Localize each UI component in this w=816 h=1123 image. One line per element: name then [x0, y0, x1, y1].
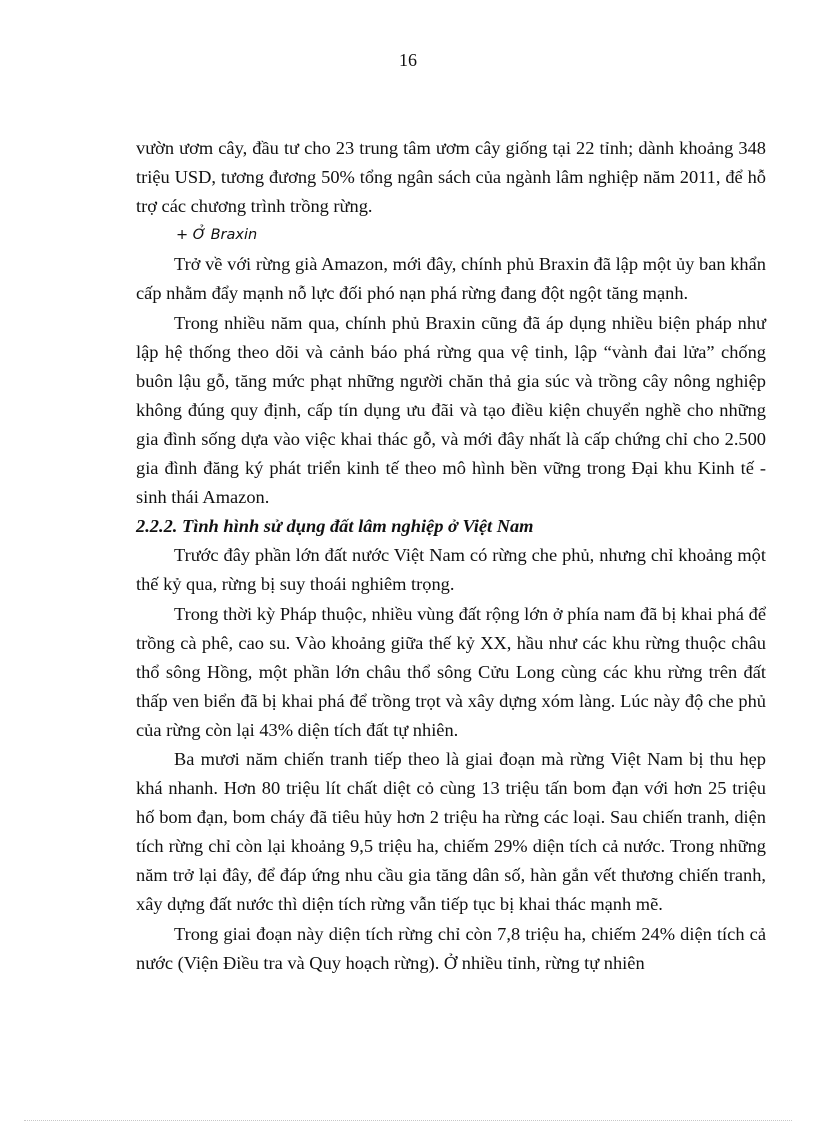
section-heading-2-2-2: 2.2.2. Tình hình sử dụng đất lâm nghiệp ở Việt Nam — [136, 516, 534, 537]
paragraph-war-period: Ba mươi năm chiến tranh tiếp theo là giai đoạn mà rừng Việt Nam bị thu hẹp khá nhanh. Hơn 80 triệu lít chất diệt cỏ cùng 13 triệu tấn bom đạn với hơn 25 triệu hố bom đạn, bom cháy đã tiêu hủy hơn 2 triệu ha rừng các loại. Sau chiến tranh, diện tích rừng chỉ còn lại khoảng 9,5 triệu ha, chiếm 29% diện tích cả nước. Trong những năm trở lại đây, để đáp ứng nhu cầu gia tăng dân số, hàn gắn vết thương chiến tranh, xây dựng đất nước thì diện tích rừng vẫn tiếp tục bị khai thác mạnh mẽ. — [136, 748, 766, 915]
paragraph-french-colonial-period: Trong thời kỳ Pháp thuộc, nhiều vùng đất rộng lớn ở phía nam đã bị khai phá để trồng cà phê, cao su. Vào khoảng giữa thế kỷ XX, hầu như các khu rừng thuộc châu thổ sông Hồng, một phần lớn châu thổ sông Cửu Long cùng các khu rừng trên đất thấp ven biển đã bị khai phá để trồng trọt và xây dựng xóm làng. Lúc này độ che phủ của rừng còn lại 43% diện tích đất tự nhiên. — [136, 603, 766, 740]
page-number: 16 — [399, 50, 417, 70]
page-bottom-divider — [24, 1120, 792, 1121]
paragraph-amazon-committee: Trở về với rừng già Amazon, mới đây, chính phủ Braxin đã lập một ủy ban khẩn cấp nhằm đẩy mạnh nỗ lực đối phó nạn phá rừng đang đột ngột tăng mạnh. — [136, 254, 766, 304]
paragraph-braxin-measures: Trong nhiều năm qua, chính phủ Braxin cũng đã áp dụng nhiều biện pháp như lập hệ thống theo dõi và cảnh báo phá rừng qua vệ tinh, lập “vành đai lửa” chống buôn lậu gỗ, tăng mức phạt những người chăn thả gia súc và trồng cây nông nghiệp không đúng quy định, cấp tín dụng ưu đãi và tạo điều kiện chuyển nghề cho những gia đình sống dựa vào việc khai thác gỗ, và mới đây nhất là cấp chứng chỉ cho 2.500 gia đình đăng ký phát triển kinh tế theo mô hình bền vững trong Đại khu Kinh tế - sinh thái Amazon. — [136, 312, 766, 508]
paragraph-forest-cover-history: Trước đây phần lớn đất nước Việt Nam có rừng che phủ, nhưng chỉ khoảng một thế kỷ qua, rừng bị suy thoái nghiêm trọng. — [136, 545, 766, 595]
subheading-braxin: + Ở Braxin — [176, 227, 258, 244]
paragraph-funding: vườn ươm cây, đầu tư cho 23 trung tâm ươm cây giống tại 22 tỉnh; dành khoảng 348 triệu USD, tương đương 50% tổng ngân sách của ngành lâm nghiệp năm 2011, để hỗ trợ các chương trình trồng rừng. — [136, 138, 766, 217]
document-body — [136, 134, 766, 978]
paragraph-current-forest-area: Trong giai đoạn này diện tích rừng chỉ còn 7,8 triệu ha, chiếm 24% diện tích cả nước (Viện Điều tra và Quy hoạch rừng). Ở nhiều tỉnh, rừng tự nhiên — [136, 923, 766, 973]
